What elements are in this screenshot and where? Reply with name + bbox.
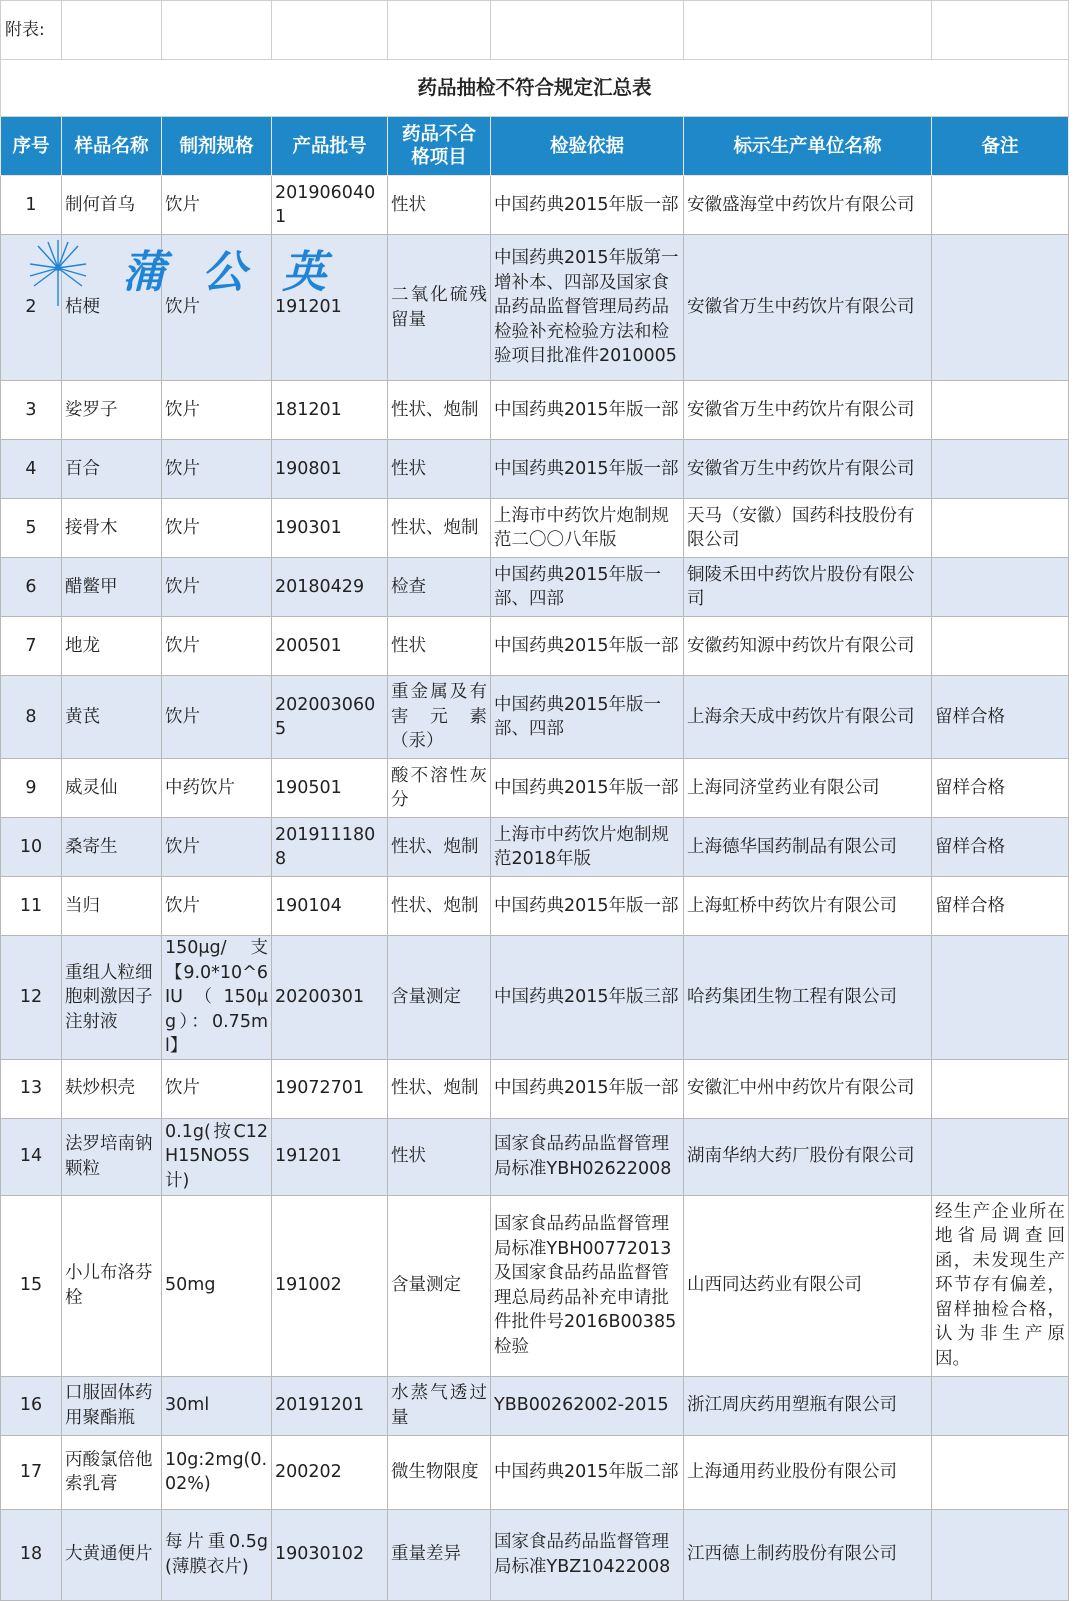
cell-batch[interactable]: 191201 [272,235,388,381]
table-title: 药品抽检不符合规定汇总表 [1,60,1069,117]
cell-item[interactable]: 水蒸气透过量 [388,1376,491,1435]
cell-name[interactable]: 重组人粒细胞刺激因子注射液 [62,936,162,1060]
cell-batch[interactable]: 191201 [272,1118,388,1195]
cell-no[interactable]: 5 [1,499,62,558]
cell-batch[interactable]: 200501 [272,617,388,676]
cell-basis[interactable]: 中国药典2015年版三部 [491,936,684,1060]
cell-name[interactable]: 桔梗 [62,235,162,381]
cell-spec[interactable]: 150μg/支【9.0*10^6IU（150μg）：0.75ml】 [162,936,272,1060]
cell-no[interactable]: 10 [1,818,62,877]
table-row[interactable] [1,440,1069,499]
cell-name[interactable]: 百合 [62,440,162,499]
cell-maker[interactable]: 安徽药知源中药饮片有限公司 [684,617,932,676]
empty-cell[interactable] [388,1,491,60]
table-row[interactable] [1,1118,1069,1195]
cell-batch[interactable]: 20200301 [272,936,388,1060]
cell-item[interactable]: 酸不溶性灰分 [388,759,491,818]
title-row [1,60,1069,117]
cell-item[interactable]: 二氧化硫残留量 [388,235,491,381]
table-row[interactable] [1,499,1069,558]
cell-maker[interactable]: 上海虹桥中药饮片有限公司 [684,877,932,936]
empty-cell[interactable] [684,1,932,60]
empty-cell[interactable] [62,1,162,60]
cell-note[interactable] [932,558,1069,617]
table-row[interactable] [1,381,1069,440]
cell-name[interactable]: 丙酸氯倍他索乳膏 [62,1435,162,1509]
empty-cell[interactable] [932,1,1069,60]
cell-item[interactable]: 性状 [388,617,491,676]
cell-basis[interactable]: 中国药典2015年版一部 [491,440,684,499]
cell-note[interactable] [932,1376,1069,1435]
header-no[interactable]: 序号 [1,117,62,176]
cell-name[interactable]: 麸炒枳壳 [62,1059,162,1118]
cell-item[interactable]: 性状、炮制 [388,381,491,440]
cell-note[interactable] [932,1059,1069,1118]
cell-note[interactable]: 留样合格 [932,877,1069,936]
cell-note[interactable] [932,936,1069,1060]
cell-item[interactable]: 含量测定 [388,936,491,1060]
cell-spec[interactable]: 饮片 [162,877,272,936]
cell-maker[interactable]: 铜陵禾田中药饮片股份有限公司 [684,558,932,617]
cell-no[interactable]: 12 [1,936,62,1060]
cell-note[interactable] [932,235,1069,381]
cell-note[interactable] [932,1509,1069,1600]
cell-no[interactable]: 1 [1,176,62,235]
cell-spec[interactable]: 50mg [162,1195,272,1376]
cell-maker[interactable]: 山西同达药业有限公司 [684,1195,932,1376]
cell-item[interactable]: 性状、炮制 [388,877,491,936]
cell-basis[interactable]: 上海市中药饮片炮制规范2018年版 [491,818,684,877]
cell-spec[interactable]: 0.1g(按C12H15NO5S计) [162,1118,272,1195]
header-basis[interactable]: 检验依据 [491,117,684,176]
cell-batch[interactable]: 190301 [272,499,388,558]
header-spec[interactable]: 制剂规格 [162,117,272,176]
cell-note[interactable]: 留样合格 [932,818,1069,877]
table-row[interactable] [1,1195,1069,1376]
cell-spec[interactable]: 饮片 [162,499,272,558]
cell-batch[interactable]: 191002 [272,1195,388,1376]
cell-note[interactable] [932,1118,1069,1195]
attachment-row [1,1,1069,60]
cell-spec[interactable]: 中药饮片 [162,759,272,818]
cell-spec[interactable]: 饮片 [162,558,272,617]
cell-maker[interactable]: 安徽汇中州中药饮片有限公司 [684,1059,932,1118]
cell-batch[interactable]: 200202 [272,1435,388,1509]
cell-basis[interactable]: 中国药典2015年版一部 [491,381,684,440]
cell-basis[interactable]: 上海市中药饮片炮制规范二〇〇八年版 [491,499,684,558]
cell-spec[interactable]: 饮片 [162,440,272,499]
cell-name[interactable]: 接骨木 [62,499,162,558]
table-row[interactable] [1,176,1069,235]
cell-name[interactable]: 大黄通便片 [62,1509,162,1600]
cell-maker[interactable]: 上海德华国药制品有限公司 [684,818,932,877]
table-row[interactable] [1,1435,1069,1509]
cell-basis[interactable]: 国家食品药品监督管理局标准YBZ10422008 [491,1509,684,1600]
cell-spec[interactable]: 饮片 [162,617,272,676]
cell-name[interactable]: 娑罗子 [62,381,162,440]
cell-note[interactable]: 留样合格 [932,759,1069,818]
cell-no[interactable]: 11 [1,877,62,936]
cell-spec[interactable]: 饮片 [162,676,272,759]
cell-spec[interactable]: 饮片 [162,818,272,877]
cell-maker[interactable]: 湖南华纳大药厂股份有限公司 [684,1118,932,1195]
header-batch[interactable]: 产品批号 [272,117,388,176]
empty-cell[interactable] [491,1,684,60]
cell-batch[interactable]: 20180429 [272,558,388,617]
cell-basis[interactable]: 中国药典2015年版一部 [491,176,684,235]
empty-cell[interactable] [162,1,272,60]
cell-basis[interactable]: 中国药典2015年版一部 [491,617,684,676]
cell-item[interactable]: 检查 [388,558,491,617]
cell-basis[interactable]: 中国药典2015年版一部、四部 [491,676,684,759]
cell-spec[interactable]: 饮片 [162,235,272,381]
cell-note[interactable] [932,499,1069,558]
cell-no[interactable]: 2 [1,235,62,381]
cell-batch[interactable]: 181201 [272,381,388,440]
table-row[interactable] [1,1059,1069,1118]
cell-note[interactable]: 留样合格 [932,676,1069,759]
cell-spec[interactable]: 10g:2mg(0.02%) [162,1435,272,1509]
cell-batch[interactable]: 20191201 [272,1376,388,1435]
cell-basis[interactable]: 中国药典2015年版二部 [491,1435,684,1509]
table-row[interactable] [1,759,1069,818]
cell-batch[interactable]: 190501 [272,759,388,818]
table-row[interactable] [1,1376,1069,1435]
cell-name[interactable]: 制何首乌 [62,176,162,235]
cell-maker[interactable]: 浙江周庆药用塑瓶有限公司 [684,1376,932,1435]
cell-item[interactable]: 含量测定 [388,1195,491,1376]
cell-basis[interactable]: 中国药典2015年版一部 [491,759,684,818]
cell-item[interactable]: 性状 [388,440,491,499]
cell-batch[interactable]: 2019060401 [272,176,388,235]
cell-name[interactable]: 醋鳖甲 [62,558,162,617]
header-name[interactable]: 样品名称 [62,117,162,176]
cell-spec[interactable]: 饮片 [162,1059,272,1118]
cell-basis[interactable]: 中国药典2015年版一部 [491,877,684,936]
cell-no[interactable]: 17 [1,1435,62,1509]
cell-maker[interactable]: 哈药集团生物工程有限公司 [684,936,932,1060]
cell-no[interactable]: 6 [1,558,62,617]
cell-no[interactable]: 15 [1,1195,62,1376]
cell-item[interactable]: 重量差异 [388,1509,491,1600]
table-row[interactable] [1,818,1069,877]
cell-maker[interactable]: 安徽省万生中药饮片有限公司 [684,440,932,499]
empty-cell[interactable] [272,1,388,60]
header-item[interactable]: 药品不合格项目 [388,117,491,176]
table-row[interactable] [1,617,1069,676]
cell-item[interactable]: 性状、炮制 [388,1059,491,1118]
cell-no[interactable]: 3 [1,381,62,440]
cell-basis[interactable]: YBB00262002-2015 [491,1376,684,1435]
table-row[interactable] [1,936,1069,1060]
cell-name[interactable]: 当归 [62,877,162,936]
cell-name[interactable]: 小儿布洛芬栓 [62,1195,162,1376]
cell-name[interactable]: 法罗培南钠颗粒 [62,1118,162,1195]
cell-no[interactable]: 8 [1,676,62,759]
cell-item[interactable]: 性状 [388,1118,491,1195]
header-note[interactable]: 备注 [932,117,1069,176]
watermark-text: 蒲公英 [122,247,362,298]
cell-note[interactable] [932,176,1069,235]
cell-maker[interactable]: 江西德上制药股份有限公司 [684,1509,932,1600]
cell-basis[interactable]: 国家食品药品监督管理局标准YBH02622008 [491,1118,684,1195]
cell-spec[interactable]: 饮片 [162,176,272,235]
cell-maker[interactable]: 安徽省万生中药饮片有限公司 [684,235,932,381]
cell-batch[interactable]: 190801 [272,440,388,499]
cell-note[interactable] [932,381,1069,440]
cell-maker[interactable]: 安徽盛海堂中药饮片有限公司 [684,176,932,235]
cell-no[interactable]: 7 [1,617,62,676]
cell-no[interactable]: 13 [1,1059,62,1118]
cell-name[interactable]: 桑寄生 [62,818,162,877]
cell-batch[interactable]: 2019111808 [272,818,388,877]
cell-note[interactable] [932,440,1069,499]
cell-batch[interactable]: 19072701 [272,1059,388,1118]
attachment-label: 附表: [1,1,62,60]
cell-basis[interactable]: 中国药典2015年版一部 [491,1059,684,1118]
cell-note[interactable] [932,617,1069,676]
cell-item[interactable]: 性状、炮制 [388,818,491,877]
cell-item[interactable]: 重金属及有害元素（汞） [388,676,491,759]
cell-maker[interactable]: 天马（安徽）国药科技股份有限公司 [684,499,932,558]
cell-basis[interactable]: 中国药典2015年版一部、四部 [491,558,684,617]
table-row[interactable] [1,558,1069,617]
cell-maker[interactable]: 上海同济堂药业有限公司 [684,759,932,818]
cell-no[interactable]: 16 [1,1376,62,1435]
cell-basis[interactable]: 国家食品药品监督管理局标准YBH00772013及国家食品药品监督管理总局药品补充申请批件批件号2016B00385检验 [491,1195,684,1376]
cell-note[interactable]: 经生产企业所在地省局调查回函，未发现生产环节存有偏差，留样抽检合格，认为非生产原因。 [932,1195,1069,1376]
cell-note[interactable] [932,1435,1069,1509]
cell-batch[interactable]: 190104 [272,877,388,936]
header-row [1,117,1069,176]
cell-maker[interactable]: 上海余天成中药饮片有限公司 [684,676,932,759]
cell-no[interactable]: 4 [1,440,62,499]
cell-no[interactable]: 18 [1,1509,62,1600]
cell-basis[interactable]: 中国药典2015年版第一增补本、四部及国家食品药品监督管理局药品检验补充检验方法和检验项目批准件2010005 [491,235,684,381]
cell-name[interactable]: 威灵仙 [62,759,162,818]
cell-item[interactable]: 微生物限度 [388,1435,491,1509]
table-row[interactable] [1,877,1069,936]
header-maker[interactable]: 标示生产单位名称 [684,117,932,176]
table-row[interactable] [1,676,1069,759]
cell-maker[interactable]: 安徽省万生中药饮片有限公司 [684,381,932,440]
cell-spec[interactable]: 30ml [162,1376,272,1435]
table-row[interactable] [1,235,1069,381]
cell-name[interactable]: 地龙 [62,617,162,676]
cell-maker[interactable]: 上海通用药业股份有限公司 [684,1435,932,1509]
cell-no[interactable]: 14 [1,1118,62,1195]
cell-spec[interactable]: 饮片 [162,381,272,440]
cell-item[interactable]: 性状 [388,176,491,235]
cell-batch[interactable]: 2020030605 [272,676,388,759]
cell-item[interactable]: 性状、炮制 [388,499,491,558]
cell-name[interactable]: 口服固体药用聚酯瓶 [62,1376,162,1435]
cell-no[interactable]: 9 [1,759,62,818]
cell-spec[interactable]: 每片重0.5g(薄膜衣片) [162,1509,272,1600]
table-row[interactable] [1,1509,1069,1600]
cell-name[interactable]: 黄芪 [62,676,162,759]
cell-batch[interactable]: 19030102 [272,1509,388,1600]
